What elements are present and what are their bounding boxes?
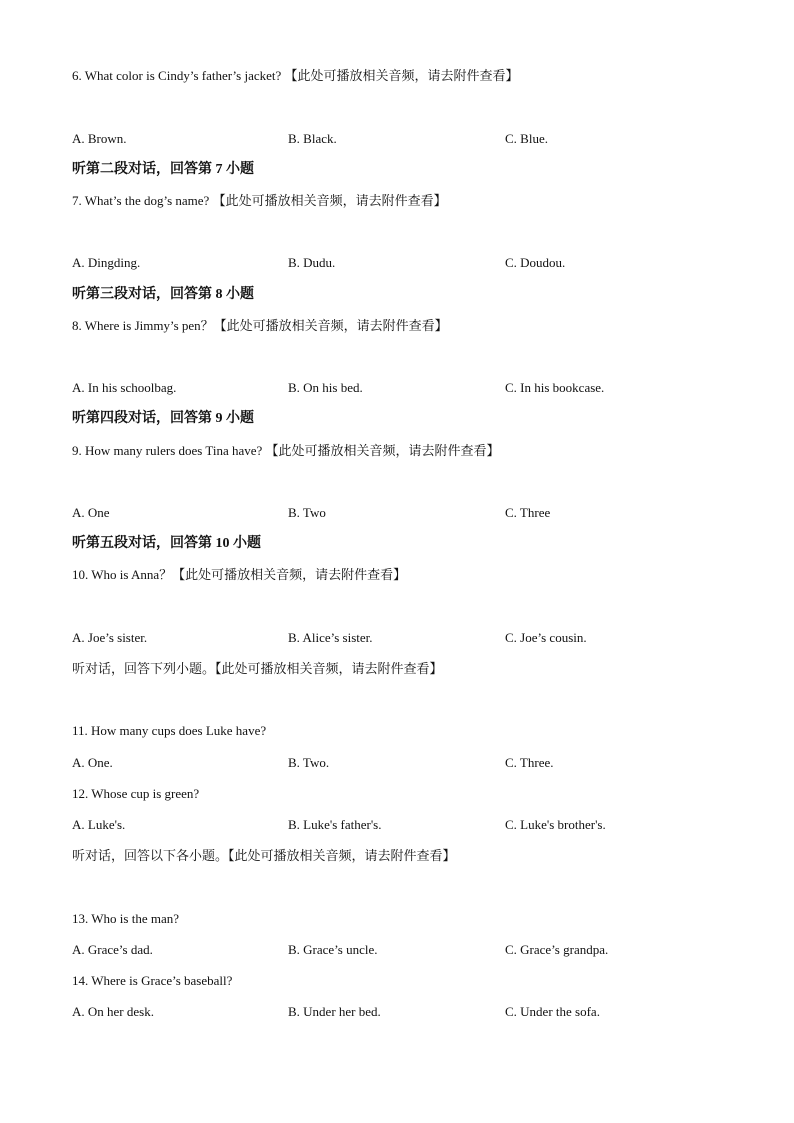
- option-a: A. One: [72, 505, 110, 520]
- option-c: C. Joe’s cousin.: [505, 630, 587, 645]
- option-a: A. On her desk.: [72, 1004, 154, 1019]
- option-a: A. One.: [72, 755, 113, 770]
- option-b: B. Alice’s sister.: [288, 630, 373, 645]
- option-b: B. Dudu.: [288, 255, 336, 270]
- option-b: B. Grace’s uncle.: [288, 942, 378, 957]
- option-c: C. Blue.: [505, 131, 548, 146]
- option-a: A. Brown.: [72, 131, 127, 146]
- question-14: 14. Where is Grace’s baseball?: [72, 973, 233, 988]
- option-b: B. On his bed.: [288, 380, 363, 395]
- option-a: A. Grace’s dad.: [72, 942, 153, 957]
- listening-instruction: 听对话，回答下列小题。【此处可播放相关音频，请去附件查看】: [72, 661, 443, 676]
- question-6: 6. What color is Cindy’s father’s jacket? 【此处可播放相关音频，请去附件查看】: [72, 68, 519, 83]
- option-c: C. Under the sofa.: [505, 1004, 600, 1019]
- listening-instruction: 听对话，回答以下各小题。【此处可播放相关音频，请去附件查看】: [72, 848, 456, 863]
- section-heading: 听第四段对话，回答第 9 小题: [72, 411, 254, 426]
- option-c: C. In his bookcase.: [505, 380, 605, 395]
- question-10: 10. Who is Anna？【此处可播放相关音频，请去附件查看】: [72, 567, 407, 582]
- question-11: 11. How many cups does Luke have?: [72, 723, 267, 738]
- option-c: C. Three.: [505, 755, 554, 770]
- option-c: C. Doudou.: [505, 255, 566, 270]
- option-a: A. In his schoolbag.: [72, 380, 177, 395]
- question-13: 13. Who is the man?: [72, 911, 179, 926]
- option-b: B. Under her bed.: [288, 1004, 381, 1019]
- question-9: 9. How many rulers does Tina have? 【此处可播放相关音频，请去附件查看】: [72, 443, 500, 458]
- question-7: 7. What’s the dog’s name? 【此处可播放相关音频，请去附件查看】: [72, 193, 447, 208]
- option-b: B. Two.: [288, 755, 330, 770]
- option-b: B. Two: [288, 505, 326, 520]
- option-a: A. Dingding.: [72, 255, 141, 270]
- section-heading: 听第三段对话，回答第 8 小题: [72, 287, 254, 302]
- option-b: B. Black.: [288, 131, 337, 146]
- option-c: C. Three: [505, 505, 551, 520]
- question-8: 8. Where is Jimmy’s pen？【此处可播放相关音频，请去附件查看】: [72, 318, 448, 333]
- option-a: A. Joe’s sister.: [72, 630, 148, 645]
- question-12: 12. Whose cup is green?: [72, 786, 200, 801]
- option-b: B. Luke's father's.: [288, 817, 382, 832]
- section-heading: 听第五段对话，回答第 10 小题: [72, 536, 261, 551]
- section-heading: 听第二段对话，回答第 7 小题: [72, 162, 254, 177]
- option-c: C. Luke's brother's.: [505, 817, 606, 832]
- option-c: C. Grace’s grandpa.: [505, 942, 609, 957]
- option-a: A. Luke's.: [72, 817, 126, 832]
